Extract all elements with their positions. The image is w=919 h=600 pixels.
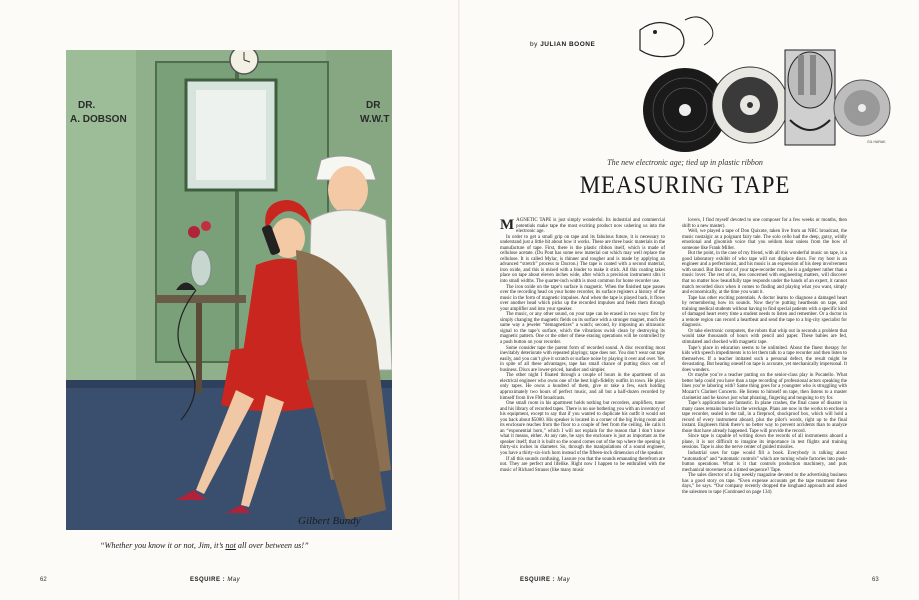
byline [530, 41, 595, 48]
article-column-2 [682, 218, 847, 495]
article-headline: MEASURING TAPE [579, 172, 791, 199]
article-paragraph [500, 373, 665, 401]
paragraph-text: The music, or any other sound, on your tape can be erased in two ways: first by simply changing the magnetic fields on its surface with a stronger magnet, much the same way a jeweler “demagnetizes” a watch; second, by imposing an ultrasonic signal to the tape’s surface, which the vibrations swish clean by destroying its magnetic pattern. One or the other of these erasing operations will be controlled by a push button on your recorder. [500, 312, 665, 346]
illustration-svg [66, 50, 392, 530]
left-footer-magazine: ESQUIRE : [190, 577, 226, 583]
right-footer-magazine: ESQUIRE : [520, 577, 556, 583]
paragraph-text: The sales director of a big weekly magazine devoted to the advertising business has a good story on tape. “Even expense accounts get the tape treatment these days,” he says. “Our company recently dropped the longhand approach and asked the salesmen to tape (Continued on page 134) [682, 473, 847, 495]
left-footer-brand [190, 577, 240, 583]
article-paragraph [682, 251, 847, 295]
door-right-text-1: DR [366, 100, 381, 111]
right-page [460, 0, 919, 600]
paragraph-text: Since tape is capable of writing down the records of all instruments aboard a plane, it is not difficult to imagine its importance in test flights and training sessions. Tape is also the nerve center of guided missiles. [682, 434, 847, 451]
article-deck: The new electronic age; tied up in plastic ribbon [607, 158, 763, 167]
article-paragraph [500, 457, 665, 474]
article-paragraph [500, 312, 665, 345]
doctor-office-illustration [66, 50, 392, 530]
paragraph-text: The iron oxide on the tape’s surface is magnetic. When the finished tape passes over the recording head on your home recorder, its surface registers a history of the music in the form of magnetic impulses. And when the tape is played back, it flows over another head which picks up the recorded impulses and feeds them through your amplifier and into your speaker. [500, 284, 665, 312]
paragraph-text: In order to get a small grip on tape and its fabulous future, it is necessary to understand just a little bit about how it works. These are three basic materials in the manufacture of tape. First, there is the plastic ribbon itself, which is made of cellulose acetate. (Du Pont has some new material out which may well replace the cellulose. It is called Mylar, is thinner and tougher and is made by applying an advanced “stretch” process to Dacron.) The tape is coated with a second material, iron oxide, and this is mixed with a binder to make it stick. All this coating takes place on tape about eleven inches wide, after which a precision instrument slits it into small widths. The quarter-inch width is most common for home recorder use. [500, 234, 665, 285]
article-paragraph [682, 218, 847, 229]
drop-cap: M [500, 217, 515, 233]
door-left-text-1: DR. [78, 100, 96, 111]
caption-post: all over between us!” [235, 541, 309, 550]
article-paragraph [500, 218, 665, 235]
article-paragraph [682, 329, 847, 346]
left-footer-month: May [227, 577, 241, 583]
paragraph-text: Well, we played a tape of Don Quixote, taken live from an NBC broadcast, the music nostalgic as a poignant fairy tale. The solo cello had the deep, gutsy, wildly emotional and gloomish voice that you seldom hear unless from the bow of someone like Frank Miller. [682, 229, 847, 251]
article-paragraph [682, 296, 847, 329]
door-left-text-2: A. DOBSON [70, 114, 127, 125]
article-paragraph [682, 401, 847, 434]
right-folio: 63 [872, 577, 879, 583]
paragraph-text: Or take electronic computers, the robots that whip out in seconds a problem that would take thousands of hours with pencil and paper. These babies are fed, stimulated and checked with magnetic tape. [682, 328, 847, 346]
article-paragraph [682, 229, 847, 251]
article-paragraph [682, 434, 847, 451]
door-right-text-2: W.W.T [360, 114, 390, 125]
left-page [0, 0, 459, 600]
byline-name: JULIAN BOONE [540, 41, 596, 48]
paragraph-text: One small room in his apartment holds nothing but recorders, amplifiers, tuner and his library of recorded tapes. There is no use bothering you with an inventory of his equipment, except to say that if you wanted to duplicate his outfit it would set you back about $5000. His speaker is located in a corner of the big living room and its enclosure reaches from the floor to a couple of feet from the ceiling. He calls it an “exponential horn,” which I will not explain for the reason that I don’t know what it means, either. At any rate, he says the enclosure is just as important as the speaker itself; that it is built so the sound comes out of the top where the opening is thirty-six inches in diameter. So, through the manipulations of a sound engineer, you have a thirty-six-inch horn instead of the fifteen-inch dimension of the speaker. [500, 401, 665, 456]
tape-reel-artwork [630, 10, 892, 158]
paragraph-text: Tape’s place in education seems to be unlimited. About the finest therapy for kids with speech impediments is to let them talk to a tape recorder and then listen to themselves. If a teacher imitated such a personal defect, the result might be devastating. But hearing oneself on tape is accurate, yet mechanically impersonal. It does wonders. [682, 345, 847, 373]
right-footer-brand [520, 577, 570, 583]
left-folio: 62 [40, 577, 47, 583]
artist-signature: Gilbert Bundy [298, 515, 361, 527]
paragraph-text: Or maybe you’re a teacher putting on the senior-class play in Pocatello. What better help could you have than a tape recording of professional actors speaking the lines you’re laboring with? Same thing goes for a youngster who is struggling with Mozart’s Clarinet Concerto. He listens to himself on tape, then listens to a master clarinetist and he knows just what phrasing, fingering and tonguing to try for. [682, 373, 847, 401]
paragraph-text: If all this sounds confusing, I assure you that the sounds emanating therefrom are not. They are perfect and lifelike. Right now I happen to be enthralled with the music of Richard Strauss (like many music [500, 456, 665, 473]
paragraph-text: Tape has other exciting potentials. A doctor learns to diagnose a damaged heart by remembering how its sounds. Now they’re putting heartbeats on tape, and training medical students without having to find special patients with a specific kind of damaged heart every time a student needs to listen and remember. Or a doctor in a remote region can record a heartbeat and send the tape to a big-city specialist for diagnosis. [682, 295, 847, 329]
article-paragraph [500, 235, 665, 285]
article-paragraph [682, 451, 847, 473]
paragraph-text: Tape’s applications are fantastic. In plane crashes, the final cause of disaster in many cases remains buried in the wreckage. Plans are now in the works to enclose a tape recorder, sealed in the tail, in a fireproof, shockproof box, which will hold a record of every instrument aboard, plus the pilot’s words, right up to the final instant. Engineers think there’s no better way to prevent accidents than to analyze those that have already happened. Tape will provide the record. [682, 401, 847, 434]
paragraph-text: The other night I floated through a couple of hours in the apartment of an electrical engineer who owns one of the best high-fidelity outfits in town. He plays only tapes. He owns a hundred of them, give or take a few, each holding approximately two hours of perfect music, and all but a half-dozen recorded by himself from live FM broadcasts. [500, 373, 665, 401]
caption-pre: “Whether you know it or not, Jim, it’s [100, 541, 226, 550]
paragraph-text: Industrial uses for tape would fill a book. Everybody is talking about “automation” and “automatic controls” which are turning whole factories into push-button operations. What is it that controls production machinery, and puts mechanical movement on a timed sequence? Tape. [682, 450, 847, 473]
article-paragraph [500, 285, 665, 313]
illustration-caption [100, 541, 400, 550]
reel-art-svg [630, 10, 892, 158]
article-column-1 [500, 218, 665, 473]
article-paragraph [500, 401, 665, 456]
article-paragraph [682, 346, 847, 374]
caption-underlined: not [225, 541, 236, 550]
article-paragraph [682, 473, 847, 495]
right-footer-month: May [557, 577, 571, 583]
paragraph-text: lovers, I find myself devoted to one composer for a few weeks or months, then shift to a new master). [682, 218, 847, 229]
paragraph-text: AGNETIC TAPE is just simply wonderful. Its industrial and commercial potentials make tape the most exciting product now ushering us into the electronic age. [516, 218, 665, 235]
article-paragraph [682, 373, 847, 401]
paragraph-text: Some consider tape the parent form of recorded sound. A disc recording most inevitably deteriorate with repeated playings; tape does not. You don’t wear out tape easily, and you can’t give it scratch or surface noise by playing it over and over. Yet, in spite of all these advantages, tape has small chance of putting discs out of business. Discs are lower-priced, handier and simpler. [500, 345, 665, 373]
art-credit: GIL HARAK [867, 140, 886, 144]
byline-by: by [530, 41, 538, 48]
article-paragraph [500, 346, 665, 374]
paragraph-text: But the point, in the case of my friend, with all this wonderful music on tape, is a good laboratory exhibit of who tape will not displace discs. For my host is an engineer and a perfectionist, and his music is an expression of his deep involvement with sound. But like most of your tape-recorder men, he is a gadgeteer rather than a music lover. The rest of us, less concerned with engineering matters, will discover that no matter how beautifully tape responds under the hands of an expert, it cannot match recorded discs when it comes to finding and playing what you want, simply and economically, at the time you want it. [682, 251, 847, 296]
